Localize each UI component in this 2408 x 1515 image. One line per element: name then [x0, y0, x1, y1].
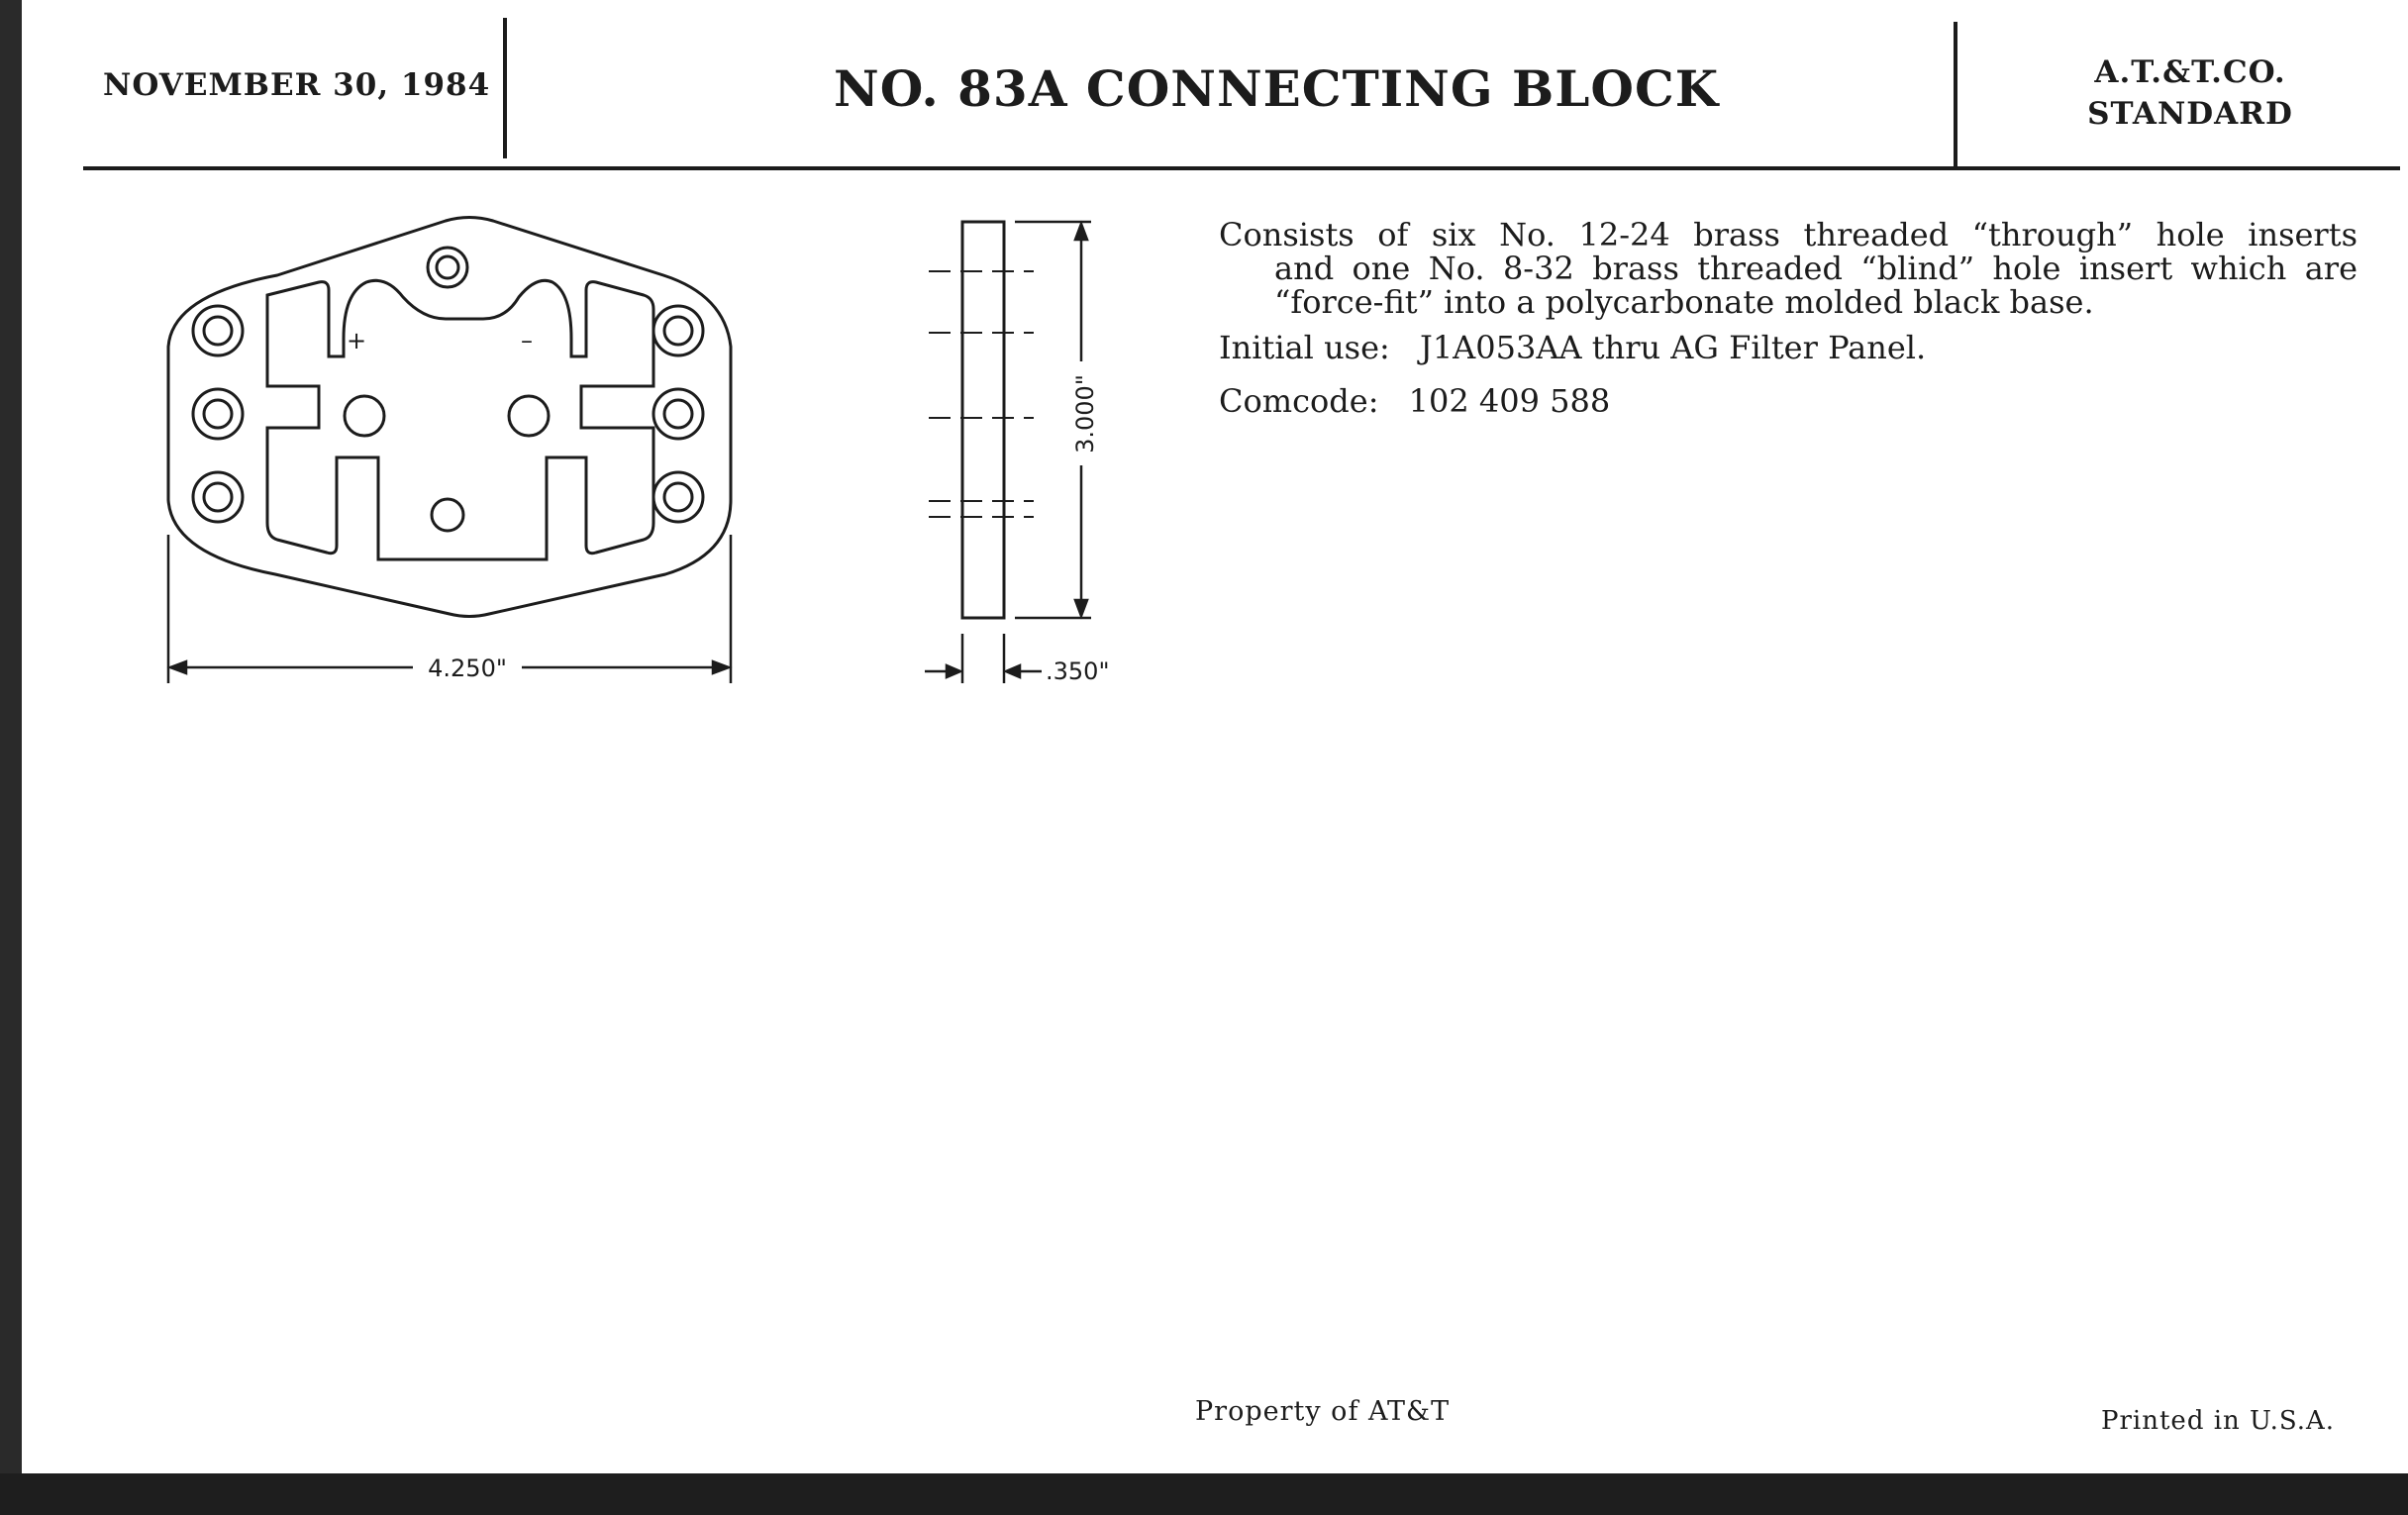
description-line-3: “force-fit” into a polycarbonate molded black base.	[1274, 283, 2094, 321]
initial-use-label: Initial use:	[1219, 329, 1390, 366]
center-hole-bottom	[432, 499, 463, 531]
insert-right-3	[653, 472, 703, 522]
standard-company: A.T.&T.CO.	[2094, 54, 2286, 90]
scan-edge-bottom	[0, 1473, 2408, 1515]
technical-drawing	[22, 0, 1210, 713]
insert-left-3	[193, 472, 243, 522]
comcode-value: 102 409 588	[1408, 382, 1611, 420]
thickness-dimension: .350"	[1046, 657, 1110, 685]
side-view-block	[962, 222, 1004, 618]
height-dimension: 3.000"	[1071, 374, 1099, 454]
standard-label: STANDARD	[2087, 96, 2293, 132]
description	[1219, 218, 2358, 418]
center-hole-top	[428, 248, 467, 287]
insert-right-1	[653, 306, 703, 355]
initial-use-value: J1A053AA thru AG Filter Panel.	[1419, 329, 1927, 366]
description-line-2: and one No. 8-32 brass threaded “blind” hole insert which are	[1274, 250, 2358, 287]
initial-use-row	[1219, 331, 2358, 364]
description-line-1: Consists of six No. 12-24 brass threaded “through” hole inserts	[1219, 216, 2358, 253]
insert-left-2	[193, 389, 243, 439]
footer-printed: Printed in U.S.A.	[2101, 1406, 2336, 1436]
comcode-row	[1219, 384, 2358, 418]
insert-left-1	[193, 306, 243, 355]
footer-property: Property of AT&T	[1195, 1396, 1451, 1427]
polarity-plus: +	[346, 327, 367, 354]
width-dimension: 4.250"	[428, 655, 507, 682]
insert-right-2	[653, 389, 703, 439]
spec-card	[22, 0, 2408, 1473]
header-standard	[2042, 51, 2339, 135]
center-hole-right	[509, 396, 549, 436]
polarity-minus: –	[521, 327, 533, 354]
header-divider-right	[1954, 22, 1957, 168]
page-title: NO. 83A CONNECTING BLOCK	[834, 59, 1720, 118]
header-date: NOVEMBER 30, 1984	[103, 67, 491, 103]
center-hole-left	[345, 396, 384, 436]
comcode-label: Comcode:	[1219, 382, 1379, 420]
scan-edge-left	[0, 0, 22, 1515]
inner-channel	[267, 280, 653, 559]
